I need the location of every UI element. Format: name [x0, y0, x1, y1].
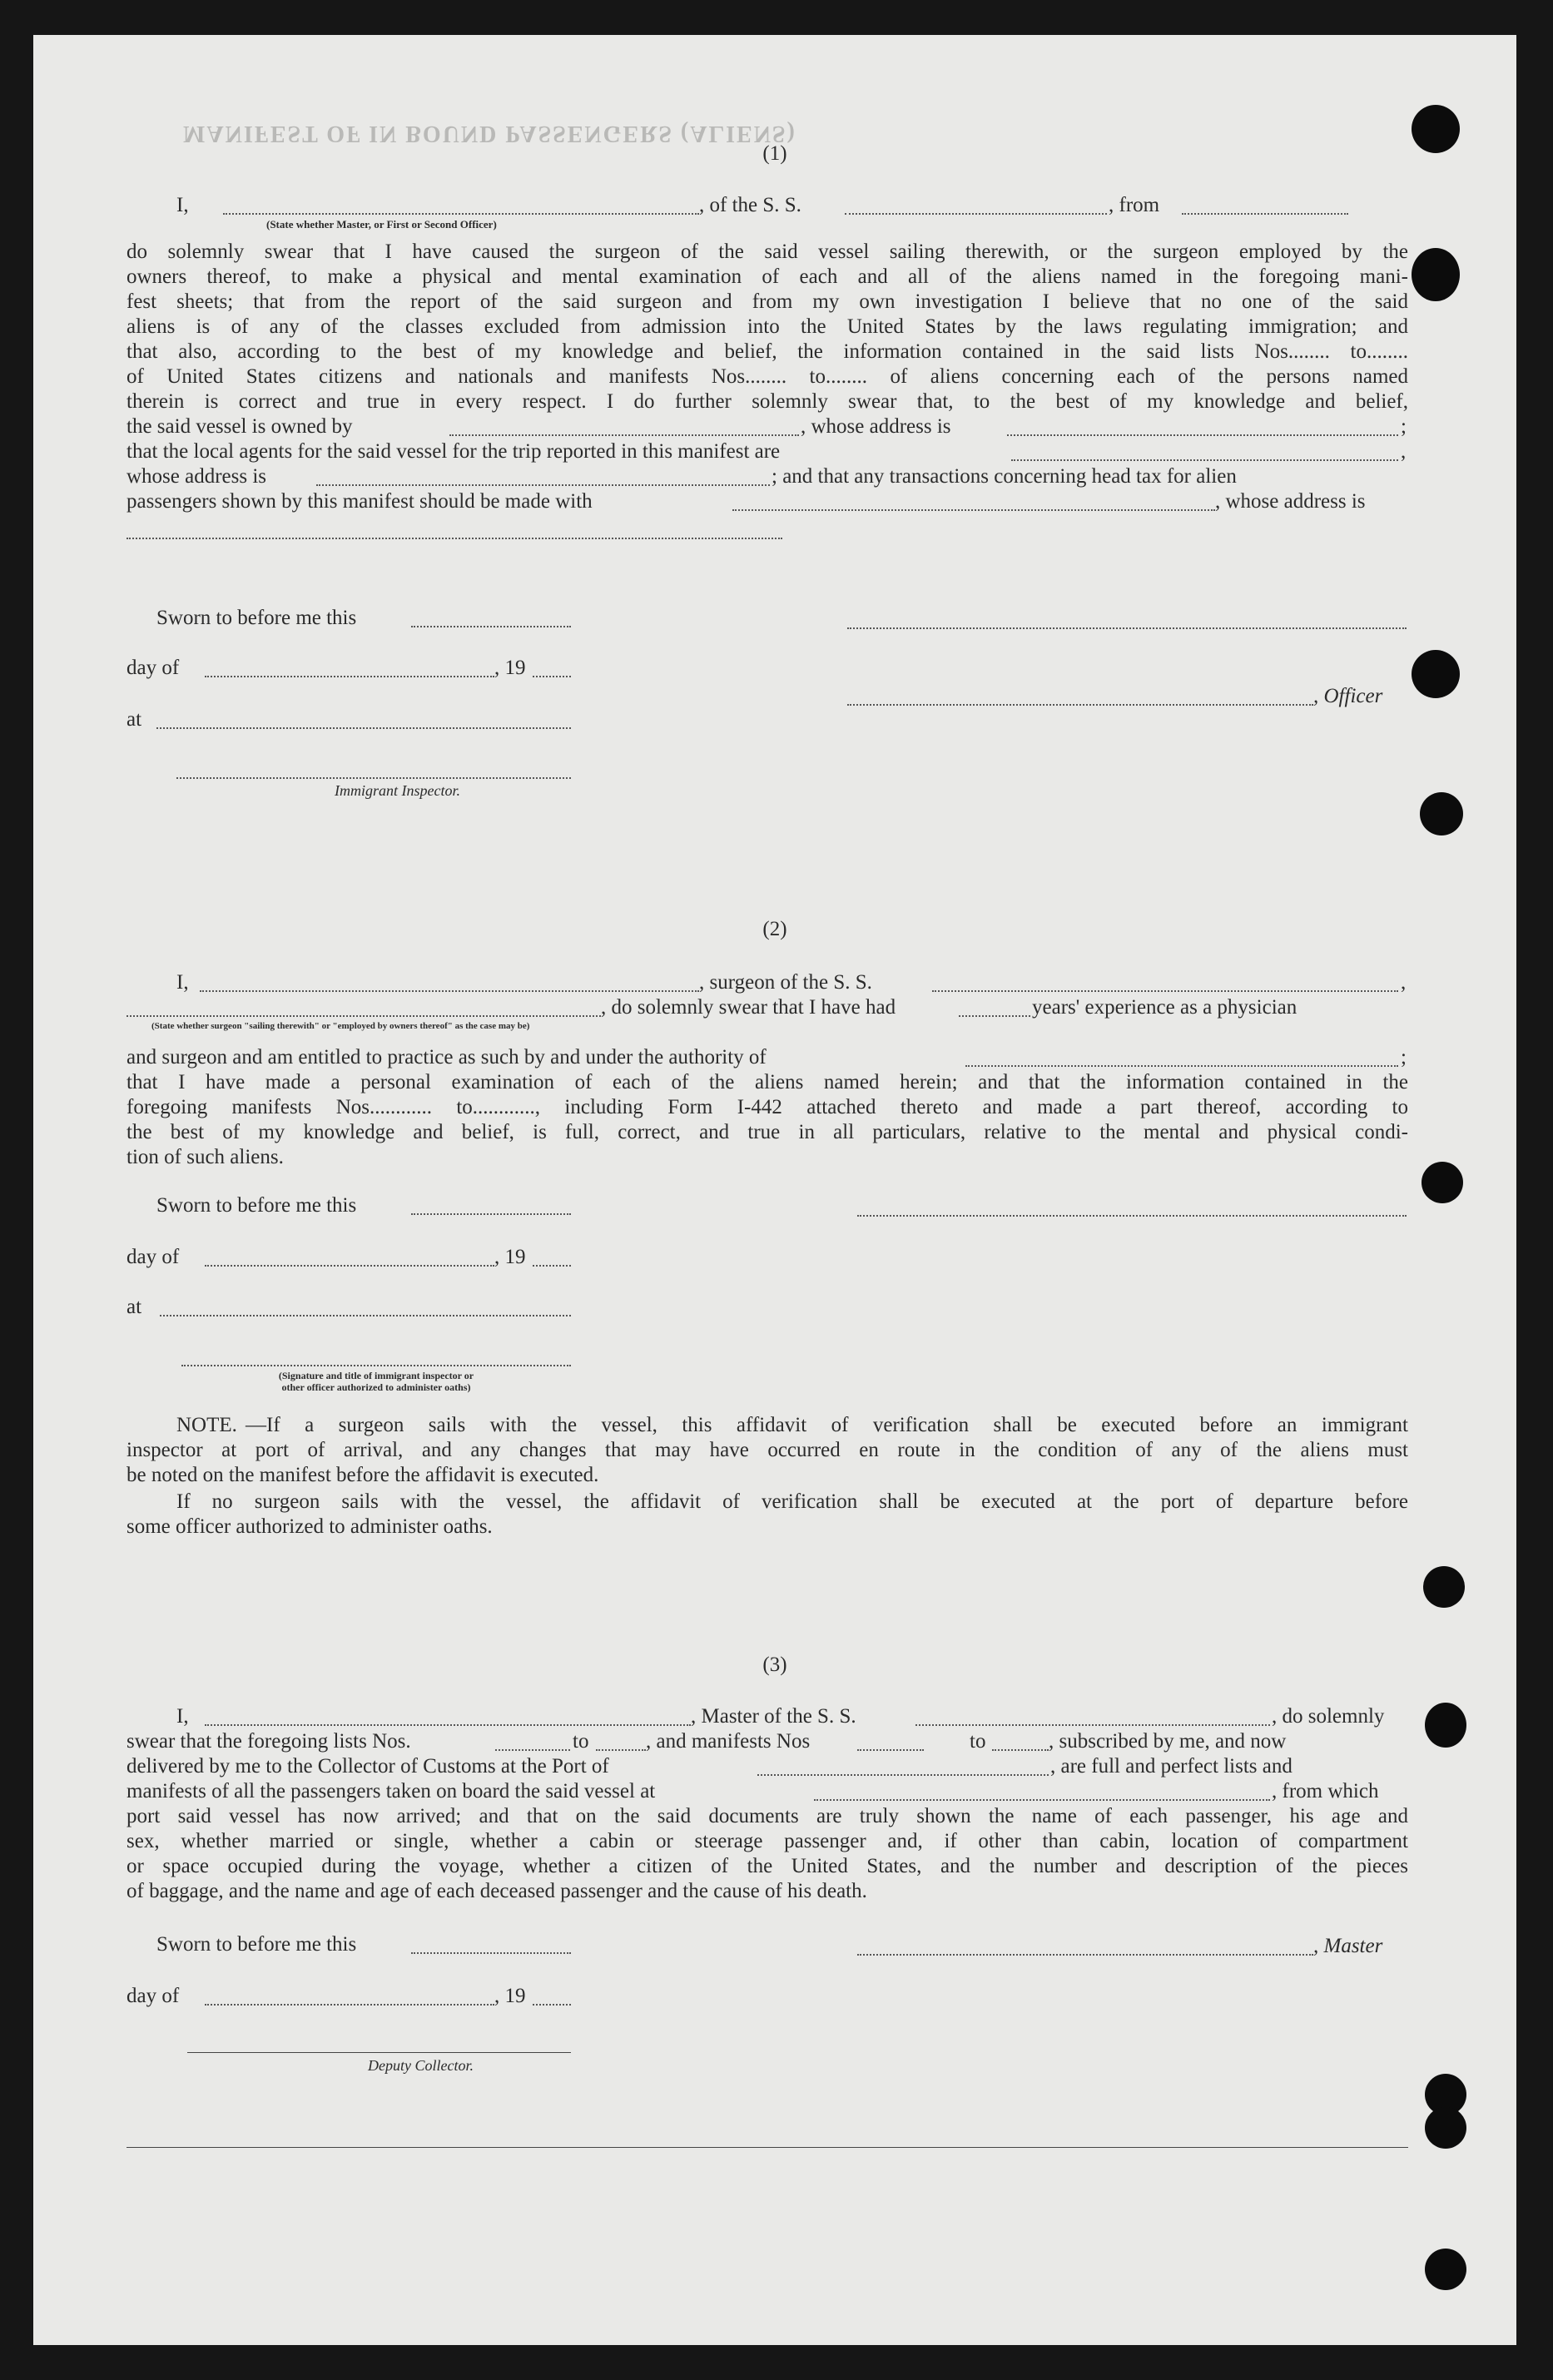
signature-note-1: (Signature and title of immigrant inspector or — [278, 1370, 474, 1381]
semicolon-2: ; — [1401, 1046, 1407, 1069]
master-label: , Master — [1313, 1935, 1383, 1957]
section1-line-5: that also, according to the best of my knowledge and belief, the information contained in the said lists Nos........ to........ — [127, 340, 1408, 363]
faint-header: MANIFEST OF IN BOUND PASSENGERS (ALIENS) — [183, 121, 796, 146]
from-port-field[interactable] — [1182, 213, 1348, 215]
local-agents-label: that the local agents for the said vessel for the trip reported in this manifest are — [127, 440, 781, 463]
note2-line-1: If no surgeon sails with the vessel, the affidavit of verification shall be executed at the port of departure before — [176, 1490, 1408, 1513]
semicolon: ; — [1401, 415, 1407, 438]
at-field-1[interactable] — [156, 727, 571, 729]
agent-address-field[interactable] — [316, 484, 770, 486]
comma: , — [1401, 440, 1407, 463]
deputy-signature-field[interactable] — [187, 2052, 571, 2053]
section3-line-3: or space occupied during the voyage, whether a citizen of the United States, and the number and description of the pieces — [127, 1855, 1408, 1877]
section3-lead: I, — [176, 1705, 189, 1728]
comma-2: , — [1401, 971, 1407, 994]
day-of-label-1: day of — [127, 657, 180, 679]
note-line-1: —If a surgeon sails with the vessel, this affidavit of verification shall be executed before an immigrant — [246, 1414, 1408, 1436]
section1-line-4: aliens is of any of the classes excluded from admission into the United States by the laws regulating immigration; and — [127, 315, 1408, 338]
note2-line-2: some officer authorized to administer oaths. — [127, 1515, 493, 1538]
whose-address-label: , whose address is — [801, 415, 951, 438]
lists-from-field[interactable] — [495, 1749, 570, 1751]
at-field-2[interactable] — [160, 1315, 571, 1316]
master-signature-field[interactable] — [857, 1954, 1313, 1956]
punch-hole — [1420, 792, 1463, 835]
vessel-name-field-3[interactable] — [915, 1724, 1270, 1726]
head-tax-text: ; and that any transactions concerning head tax for alien — [772, 465, 1237, 488]
note-label: NOTE. — [176, 1414, 237, 1436]
section2-line-3: the best of my knowledge and belief, is full, correct, and true in all particulars, relative to the mental and physical condi- — [127, 1121, 1408, 1143]
section1-line-3: fest sheets; that from the report of the said surgeon and from my own investigation I believe that no one of the said — [127, 290, 1408, 313]
local-agents-field[interactable] — [1011, 459, 1398, 461]
manifests-from-field[interactable] — [857, 1749, 924, 1751]
punch-hole — [1425, 2249, 1466, 2290]
day-of-label-3: day of — [127, 1985, 180, 2007]
lists-to-field[interactable] — [596, 1749, 646, 1751]
agent-address-label: whose address is — [127, 465, 267, 488]
at-label-2: at — [127, 1296, 142, 1318]
master-name-field-3[interactable] — [205, 1724, 691, 1726]
section2-line-1: that I have made a personal examination of each of the aliens named herein; and that the information contained in the — [127, 1071, 1408, 1093]
sworn-label-3: Sworn to before me this — [156, 1933, 357, 1956]
and-manifests-label: , and manifests Nos — [646, 1730, 811, 1753]
sworn-label-2: Sworn to before me this — [156, 1194, 357, 1217]
head-tax-contact-field[interactable] — [732, 509, 1215, 511]
vessel-name-field-2[interactable] — [932, 990, 1398, 992]
years-label: years' experience as a physician — [1032, 996, 1297, 1019]
month-field-3[interactable] — [205, 2004, 494, 2006]
month-field-2[interactable] — [205, 1265, 494, 1267]
punch-hole — [1425, 1703, 1466, 1748]
sworn-label-1: Sworn to before me this — [156, 607, 357, 629]
owned-by-label: the said vessel is owned by — [127, 415, 353, 438]
full-perfect-label: , are full and perfect lists and — [1050, 1755, 1293, 1778]
document-page — [33, 35, 1516, 2345]
inspector-signature-field-1[interactable] — [176, 777, 571, 779]
officer-label: , Officer — [1313, 685, 1383, 707]
section3-line-4: of baggage, and the name and age of each deceased passenger and the cause of his death. — [127, 1880, 867, 1902]
punch-hole — [1412, 248, 1460, 301]
owner-address-field[interactable] — [1007, 434, 1398, 436]
of-the-ss-label: , of the S. S. — [699, 194, 801, 216]
year-field-1[interactable] — [533, 676, 571, 677]
vessel-name-field[interactable] — [845, 213, 1107, 215]
punch-hole — [1422, 1162, 1463, 1203]
punch-hole — [1412, 105, 1460, 153]
from-label: , from — [1109, 194, 1160, 216]
sworn-date-field-1[interactable] — [411, 626, 571, 627]
head-tax-address-field[interactable] — [127, 538, 782, 539]
surgeon-name-field[interactable] — [200, 990, 699, 992]
section2-line-4: tion of such aliens. — [127, 1146, 284, 1168]
inspector-signature-field-2[interactable] — [181, 1365, 571, 1366]
from-which-label: , from which — [1272, 1780, 1379, 1802]
deputy-label: Deputy Collector. — [368, 2057, 474, 2074]
manifests-all-label: manifests of all the passengers taken on board the said vessel at — [127, 1780, 656, 1802]
surgeon-of-label: , surgeon of the S. S. — [699, 971, 872, 994]
section1-line-1: do solemnly swear that I have caused the surgeon of the said vessel sailing therewith, or the surgeon employed by the — [127, 240, 1408, 263]
authority-field[interactable] — [965, 1065, 1398, 1067]
solemnly-label: , do solemnly swear that I have had — [601, 996, 896, 1019]
delivered-label: delivered by me to the Collector of Customs at the Port of — [127, 1755, 609, 1778]
owner-field[interactable] — [449, 434, 799, 436]
do-solemnly-label: , do solemnly — [1272, 1705, 1385, 1728]
authority-label: and surgeon and am entitled to practice as such by and under the authority of — [127, 1046, 767, 1069]
passengers-shown-text: passengers shown by this manifest should be made with — [127, 490, 593, 513]
officer-title-field[interactable] — [847, 704, 1313, 706]
sworn-date-field-2[interactable] — [411, 1213, 571, 1215]
bottom-rule — [127, 2147, 1408, 2148]
at-label-1: at — [127, 708, 142, 731]
to-label-2: to — [970, 1730, 986, 1753]
section1-lead: I, — [176, 194, 189, 216]
year-field-3[interactable] — [533, 2004, 571, 2006]
section3-line-2: sex, whether married or single, whether a cabin or steerage passenger and, if other than cabin, location of compartment — [127, 1830, 1408, 1852]
master-name-field[interactable] — [223, 213, 699, 215]
master-note: (State whether Master, or First or Second Officer) — [266, 218, 497, 231]
to-label-1: to — [573, 1730, 589, 1753]
year-label-3: , 19 — [494, 1985, 526, 2007]
section1-line-2: owners thereof, to make a physical and mental examination of each and all of the aliens named in the foregoing mani- — [127, 265, 1408, 288]
section1-line-6: of United States citizens and nationals and manifests Nos........ to........ of aliens concerning each of the persons named — [127, 365, 1408, 388]
note-line-3: be noted on the manifest before the affidavit is executed. — [127, 1464, 599, 1486]
year-label-2: , 19 — [494, 1246, 526, 1268]
whose-address-end: , whose address is — [1215, 490, 1366, 513]
year-label-1: , 19 — [494, 657, 526, 679]
year-field-2[interactable] — [533, 1265, 571, 1267]
section2-line-2: foregoing manifests Nos............ to............, including Form I-442 attached thereto and made a part thereof, according to — [127, 1096, 1408, 1118]
note-line-2: inspector at port of arrival, and any changes that may have occurred en route in the condition of any of the aliens must — [127, 1439, 1408, 1461]
section3-number: (3) — [762, 1654, 787, 1676]
punch-hole — [1425, 2107, 1466, 2149]
section1-number: (1) — [762, 142, 787, 165]
surgeon-status-field[interactable] — [127, 1015, 601, 1017]
departure-port-field[interactable] — [814, 1799, 1270, 1801]
inspector-label: Immigrant Inspector. — [335, 782, 460, 799]
swear-lists-label: swear that the foregoing lists Nos. — [127, 1730, 411, 1753]
master-of-label: , Master of the S. S. — [691, 1705, 856, 1728]
punch-hole — [1423, 1566, 1465, 1608]
signature-note-2: other officer authorized to administer oaths) — [281, 1381, 471, 1393]
section2-number: (2) — [762, 918, 787, 940]
subscribed-label: , subscribed by me, and now — [1049, 1730, 1287, 1753]
day-of-label-2: day of — [127, 1246, 180, 1268]
punch-hole — [1412, 650, 1460, 698]
officer-signature-field[interactable] — [847, 627, 1407, 629]
section3-line-1: port said vessel has now arrived; and that on the said documents are truly shown the name of each passenger, his age and — [127, 1805, 1408, 1827]
month-field-1[interactable] — [205, 676, 494, 677]
surgeon-signature-field[interactable] — [857, 1215, 1407, 1217]
port-field[interactable] — [757, 1774, 1049, 1776]
manifests-to-field[interactable] — [992, 1749, 1049, 1751]
section2-lead: I, — [176, 971, 189, 994]
sworn-date-field-3[interactable] — [411, 1952, 571, 1954]
surgeon-status-note: (State whether surgeon "sailing therewith" or "employed by owners thereof" as the case may be) — [151, 1021, 530, 1031]
years-field[interactable] — [959, 1015, 1030, 1017]
section1-line-7: therein is correct and true in every respect. I do further solemnly swear that, to the best of my knowledge and belief, — [127, 390, 1408, 413]
